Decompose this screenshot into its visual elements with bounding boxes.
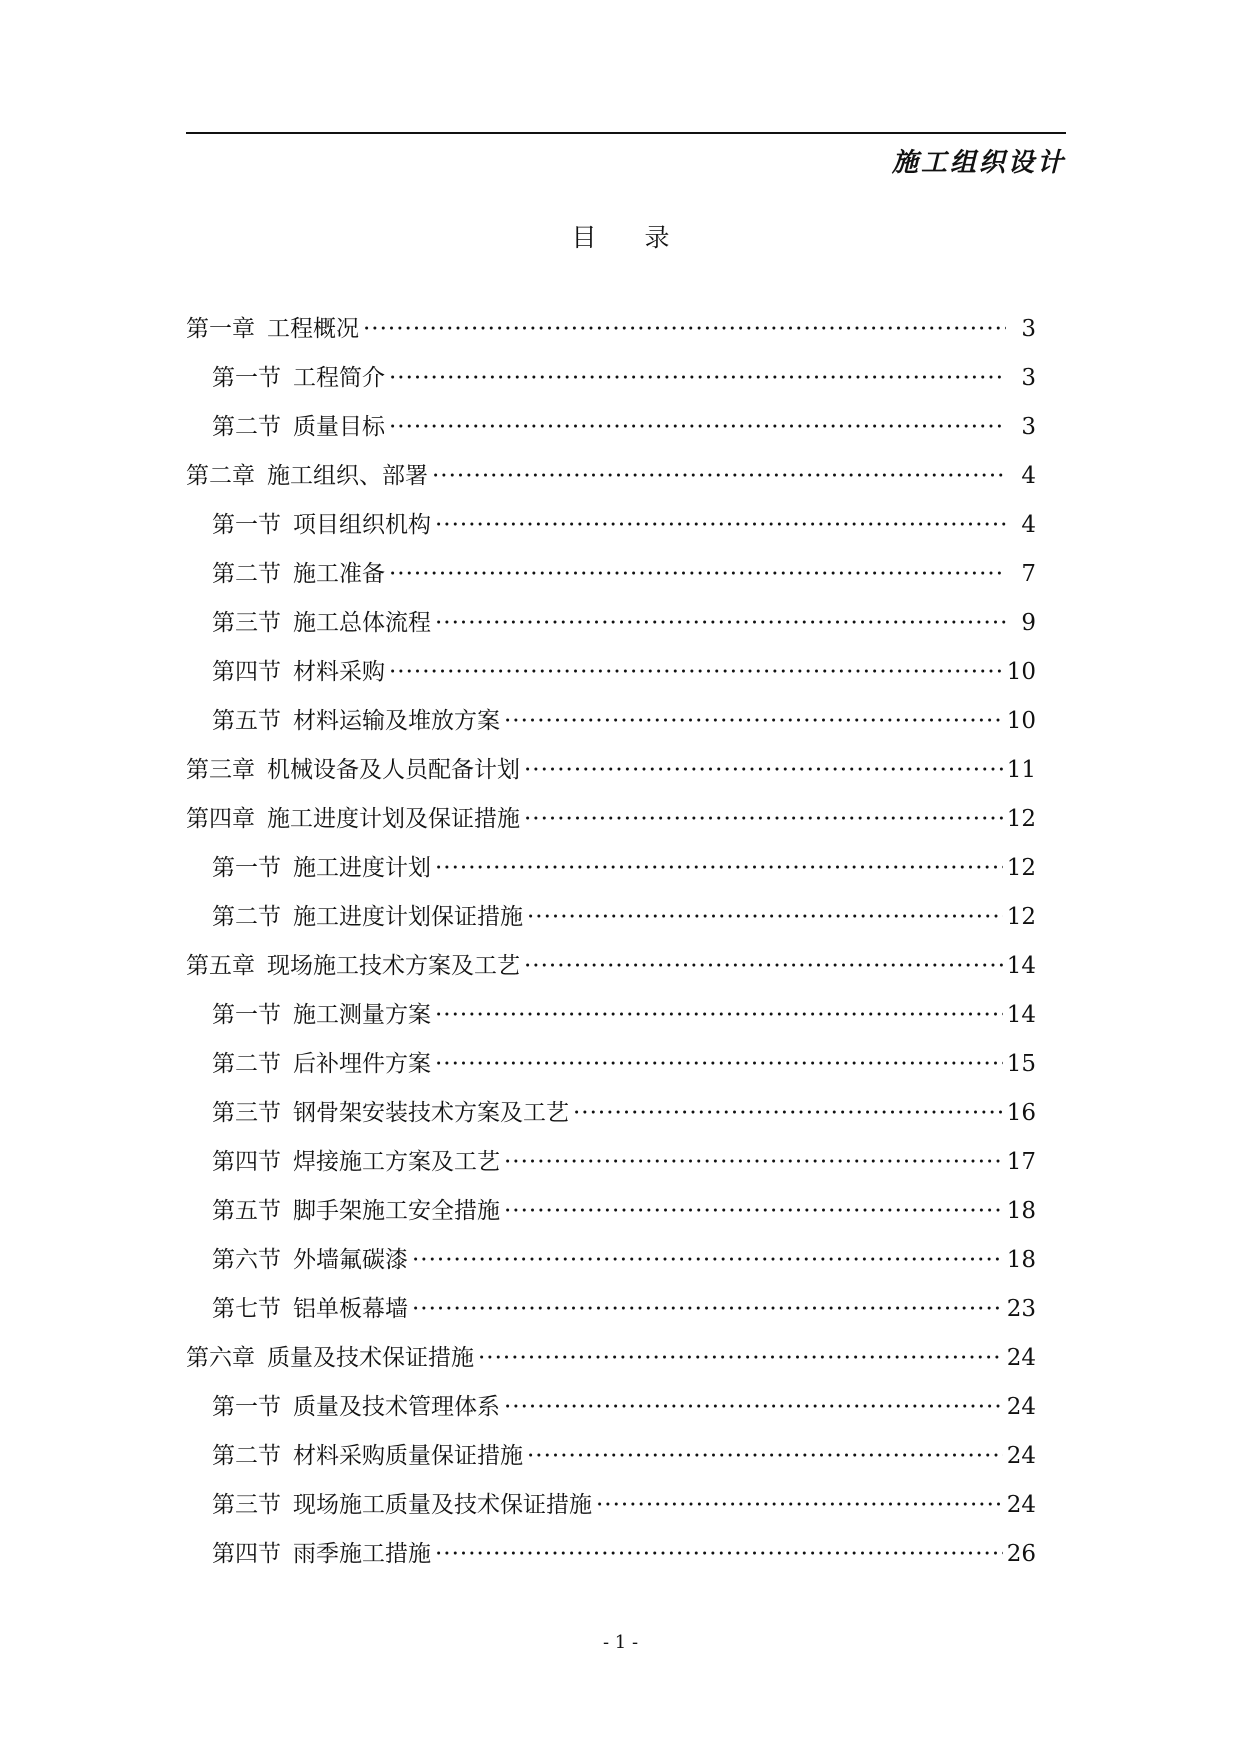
toc-entry-title: 脚手架施工安全措施 [293, 1198, 500, 1224]
toc-entry-page: 4 [1021, 463, 1036, 489]
toc-heading-right: 录 [644, 223, 670, 252]
document-header-title: 施工组织设计 [891, 148, 1066, 178]
toc-entry[interactable] [186, 947, 1036, 996]
toc-entry-page: 14 [1006, 1002, 1036, 1028]
toc-entry-number: 第五章 [186, 953, 255, 979]
toc-entry-page: 16 [1006, 1100, 1036, 1126]
toc-entry-page: 9 [1021, 610, 1036, 636]
toc-entry[interactable] [186, 800, 1036, 849]
toc-entry[interactable] [186, 751, 1036, 800]
toc-leader-dots [596, 1492, 1003, 1518]
toc-entry-title: 焊接施工方案及工艺 [293, 1149, 500, 1175]
toc-entry[interactable] [186, 1094, 1036, 1143]
toc-entry-title: 材料采购 [293, 659, 385, 685]
toc-entry-page: 3 [1021, 365, 1036, 391]
toc-entry-number: 第五节 [212, 708, 281, 734]
toc-leader-dots [412, 1296, 1003, 1322]
toc-entry-title: 现场施工质量及技术保证措施 [293, 1492, 592, 1518]
toc-leader-dots [412, 1247, 1003, 1273]
toc-entry-title: 施工测量方案 [293, 1002, 431, 1028]
toc-entry-title: 项目组织机构 [293, 512, 431, 538]
toc-leader-dots [435, 855, 1003, 881]
toc-entry[interactable] [186, 506, 1036, 555]
toc-entry[interactable] [186, 1388, 1036, 1437]
toc-entry-number: 第六章 [186, 1345, 255, 1371]
toc-entry-number: 第一节 [212, 365, 281, 391]
toc-entry-title: 施工进度计划保证措施 [293, 904, 523, 930]
toc-entry[interactable] [186, 702, 1036, 751]
toc-leader-dots [527, 904, 1003, 930]
toc-leader-dots [524, 806, 1003, 832]
toc-entry-title: 材料运输及堆放方案 [293, 708, 500, 734]
toc-entry-title: 机械设备及人员配备计划 [267, 757, 520, 783]
toc-entry-number: 第六节 [212, 1247, 281, 1273]
toc-entry-page: 10 [1006, 708, 1036, 734]
toc-entry[interactable] [186, 898, 1036, 947]
toc-entry-number: 第二章 [186, 463, 255, 489]
toc-entry-page: 24 [1006, 1394, 1036, 1420]
toc-entry-page: 14 [1006, 953, 1036, 979]
toc-entry-number: 第一节 [212, 512, 281, 538]
toc-entry-number: 第二节 [212, 904, 281, 930]
toc-entry[interactable] [186, 359, 1036, 408]
toc-entry-page: 26 [1006, 1541, 1036, 1567]
toc-entry-page: 3 [1021, 414, 1036, 440]
toc-entry-title: 后补埋件方案 [293, 1051, 431, 1077]
toc-entry[interactable] [186, 604, 1036, 653]
toc-leader-dots [389, 659, 1003, 685]
toc-leader-dots [435, 1051, 1003, 1077]
toc-entry[interactable] [186, 1290, 1036, 1339]
toc-entry-number: 第一节 [212, 1002, 281, 1028]
toc-entry-title: 现场施工技术方案及工艺 [267, 953, 520, 979]
toc-leader-dots [389, 414, 1006, 440]
toc-leader-dots [504, 1198, 1003, 1224]
toc-leader-dots [435, 1541, 1003, 1567]
toc-leader-dots [363, 316, 1006, 342]
toc-entry-page: 24 [1006, 1345, 1036, 1371]
toc-entry-number: 第三节 [212, 1100, 281, 1126]
toc-entry-number: 第三节 [212, 1492, 281, 1518]
toc-entry-number: 第四章 [186, 806, 255, 832]
toc-entry-page: 12 [1006, 855, 1036, 881]
toc-entry-number: 第四节 [212, 659, 281, 685]
toc-leader-dots [504, 1149, 1003, 1175]
toc-leader-dots [435, 610, 1006, 636]
toc-entry[interactable] [186, 1486, 1036, 1535]
toc-entry-number: 第四节 [212, 1149, 281, 1175]
toc-entry-title: 铝单板幕墙 [293, 1296, 408, 1322]
toc-entry-number: 第七节 [212, 1296, 281, 1322]
toc-entry-number: 第二节 [212, 561, 281, 587]
toc-leader-dots [524, 757, 1003, 783]
toc-leader-dots [527, 1443, 1003, 1469]
toc-entry-number: 第五节 [212, 1198, 281, 1224]
toc-entry-page: 4 [1021, 512, 1036, 538]
toc-entry[interactable] [186, 849, 1036, 898]
toc-entry-number: 第二节 [212, 414, 281, 440]
toc-entry-number: 第二节 [212, 1443, 281, 1469]
toc-entry[interactable] [186, 653, 1036, 702]
toc-entry-title: 施工组织、部署 [267, 463, 428, 489]
toc-entry-number: 第一节 [212, 855, 281, 881]
header-rule [186, 132, 1066, 134]
toc-entry-page: 24 [1006, 1443, 1036, 1469]
toc-entry-title: 钢骨架安装技术方案及工艺 [293, 1100, 569, 1126]
toc-entry-title: 质量及技术管理体系 [293, 1394, 500, 1420]
toc-entry[interactable] [186, 1437, 1036, 1486]
toc-entry-page: 7 [1021, 561, 1036, 587]
toc-entry-title: 施工进度计划 [293, 855, 431, 881]
toc-entry[interactable] [186, 1241, 1036, 1290]
table-of-contents [186, 310, 1036, 1584]
toc-entry[interactable] [186, 457, 1036, 506]
toc-entry-page: 12 [1006, 904, 1036, 930]
toc-entry-page: 17 [1006, 1149, 1036, 1175]
toc-leader-dots [478, 1345, 1003, 1371]
toc-heading-left: 目 [571, 223, 597, 252]
toc-heading [0, 218, 1241, 254]
toc-leader-dots [432, 463, 1006, 489]
toc-entry[interactable] [186, 1045, 1036, 1094]
toc-entry-number: 第三章 [186, 757, 255, 783]
toc-entry-number: 第二节 [212, 1051, 281, 1077]
toc-entry-page: 18 [1006, 1198, 1036, 1224]
toc-entry-title: 质量及技术保证措施 [267, 1345, 474, 1371]
toc-entry-page: 12 [1006, 806, 1036, 832]
toc-entry-title: 材料采购质量保证措施 [293, 1443, 523, 1469]
toc-entry[interactable] [186, 1535, 1036, 1584]
toc-entry-title: 施工准备 [293, 561, 385, 587]
toc-entry[interactable] [186, 1143, 1036, 1192]
toc-leader-dots [389, 365, 1006, 391]
toc-entry-page: 3 [1021, 316, 1036, 342]
toc-entry[interactable] [186, 1192, 1036, 1241]
toc-entry-title: 施工进度计划及保证措施 [267, 806, 520, 832]
toc-entry[interactable] [186, 1339, 1036, 1388]
toc-leader-dots [435, 512, 1006, 538]
toc-entry-page: 11 [1006, 757, 1036, 783]
toc-entry[interactable] [186, 408, 1036, 457]
toc-entry-page: 23 [1006, 1296, 1036, 1322]
toc-leader-dots [524, 953, 1003, 979]
toc-entry-title: 施工总体流程 [293, 610, 431, 636]
toc-entry-number: 第一章 [186, 316, 255, 342]
toc-leader-dots [504, 708, 1003, 734]
toc-entry-title: 质量目标 [293, 414, 385, 440]
toc-entry-page: 10 [1006, 659, 1036, 685]
toc-leader-dots [504, 1394, 1003, 1420]
toc-entry-title: 雨季施工措施 [293, 1541, 431, 1567]
toc-leader-dots [573, 1100, 1003, 1126]
toc-leader-dots [435, 1002, 1003, 1028]
toc-entry-page: 18 [1006, 1247, 1036, 1273]
page-number: - 1 - [602, 1632, 639, 1653]
toc-entry-number: 第三节 [212, 610, 281, 636]
toc-entry-page: 24 [1006, 1492, 1036, 1518]
toc-entry-title: 工程简介 [293, 365, 385, 391]
toc-entry-page: 15 [1006, 1051, 1036, 1077]
toc-entry-number: 第一节 [212, 1394, 281, 1420]
toc-entry[interactable] [186, 310, 1036, 359]
toc-entry[interactable] [186, 555, 1036, 604]
toc-entry[interactable] [186, 996, 1036, 1045]
toc-entry-title: 外墙氟碳漆 [293, 1247, 408, 1273]
toc-entry-number: 第四节 [212, 1541, 281, 1567]
toc-leader-dots [389, 561, 1006, 587]
toc-entry-title: 工程概况 [267, 316, 359, 342]
